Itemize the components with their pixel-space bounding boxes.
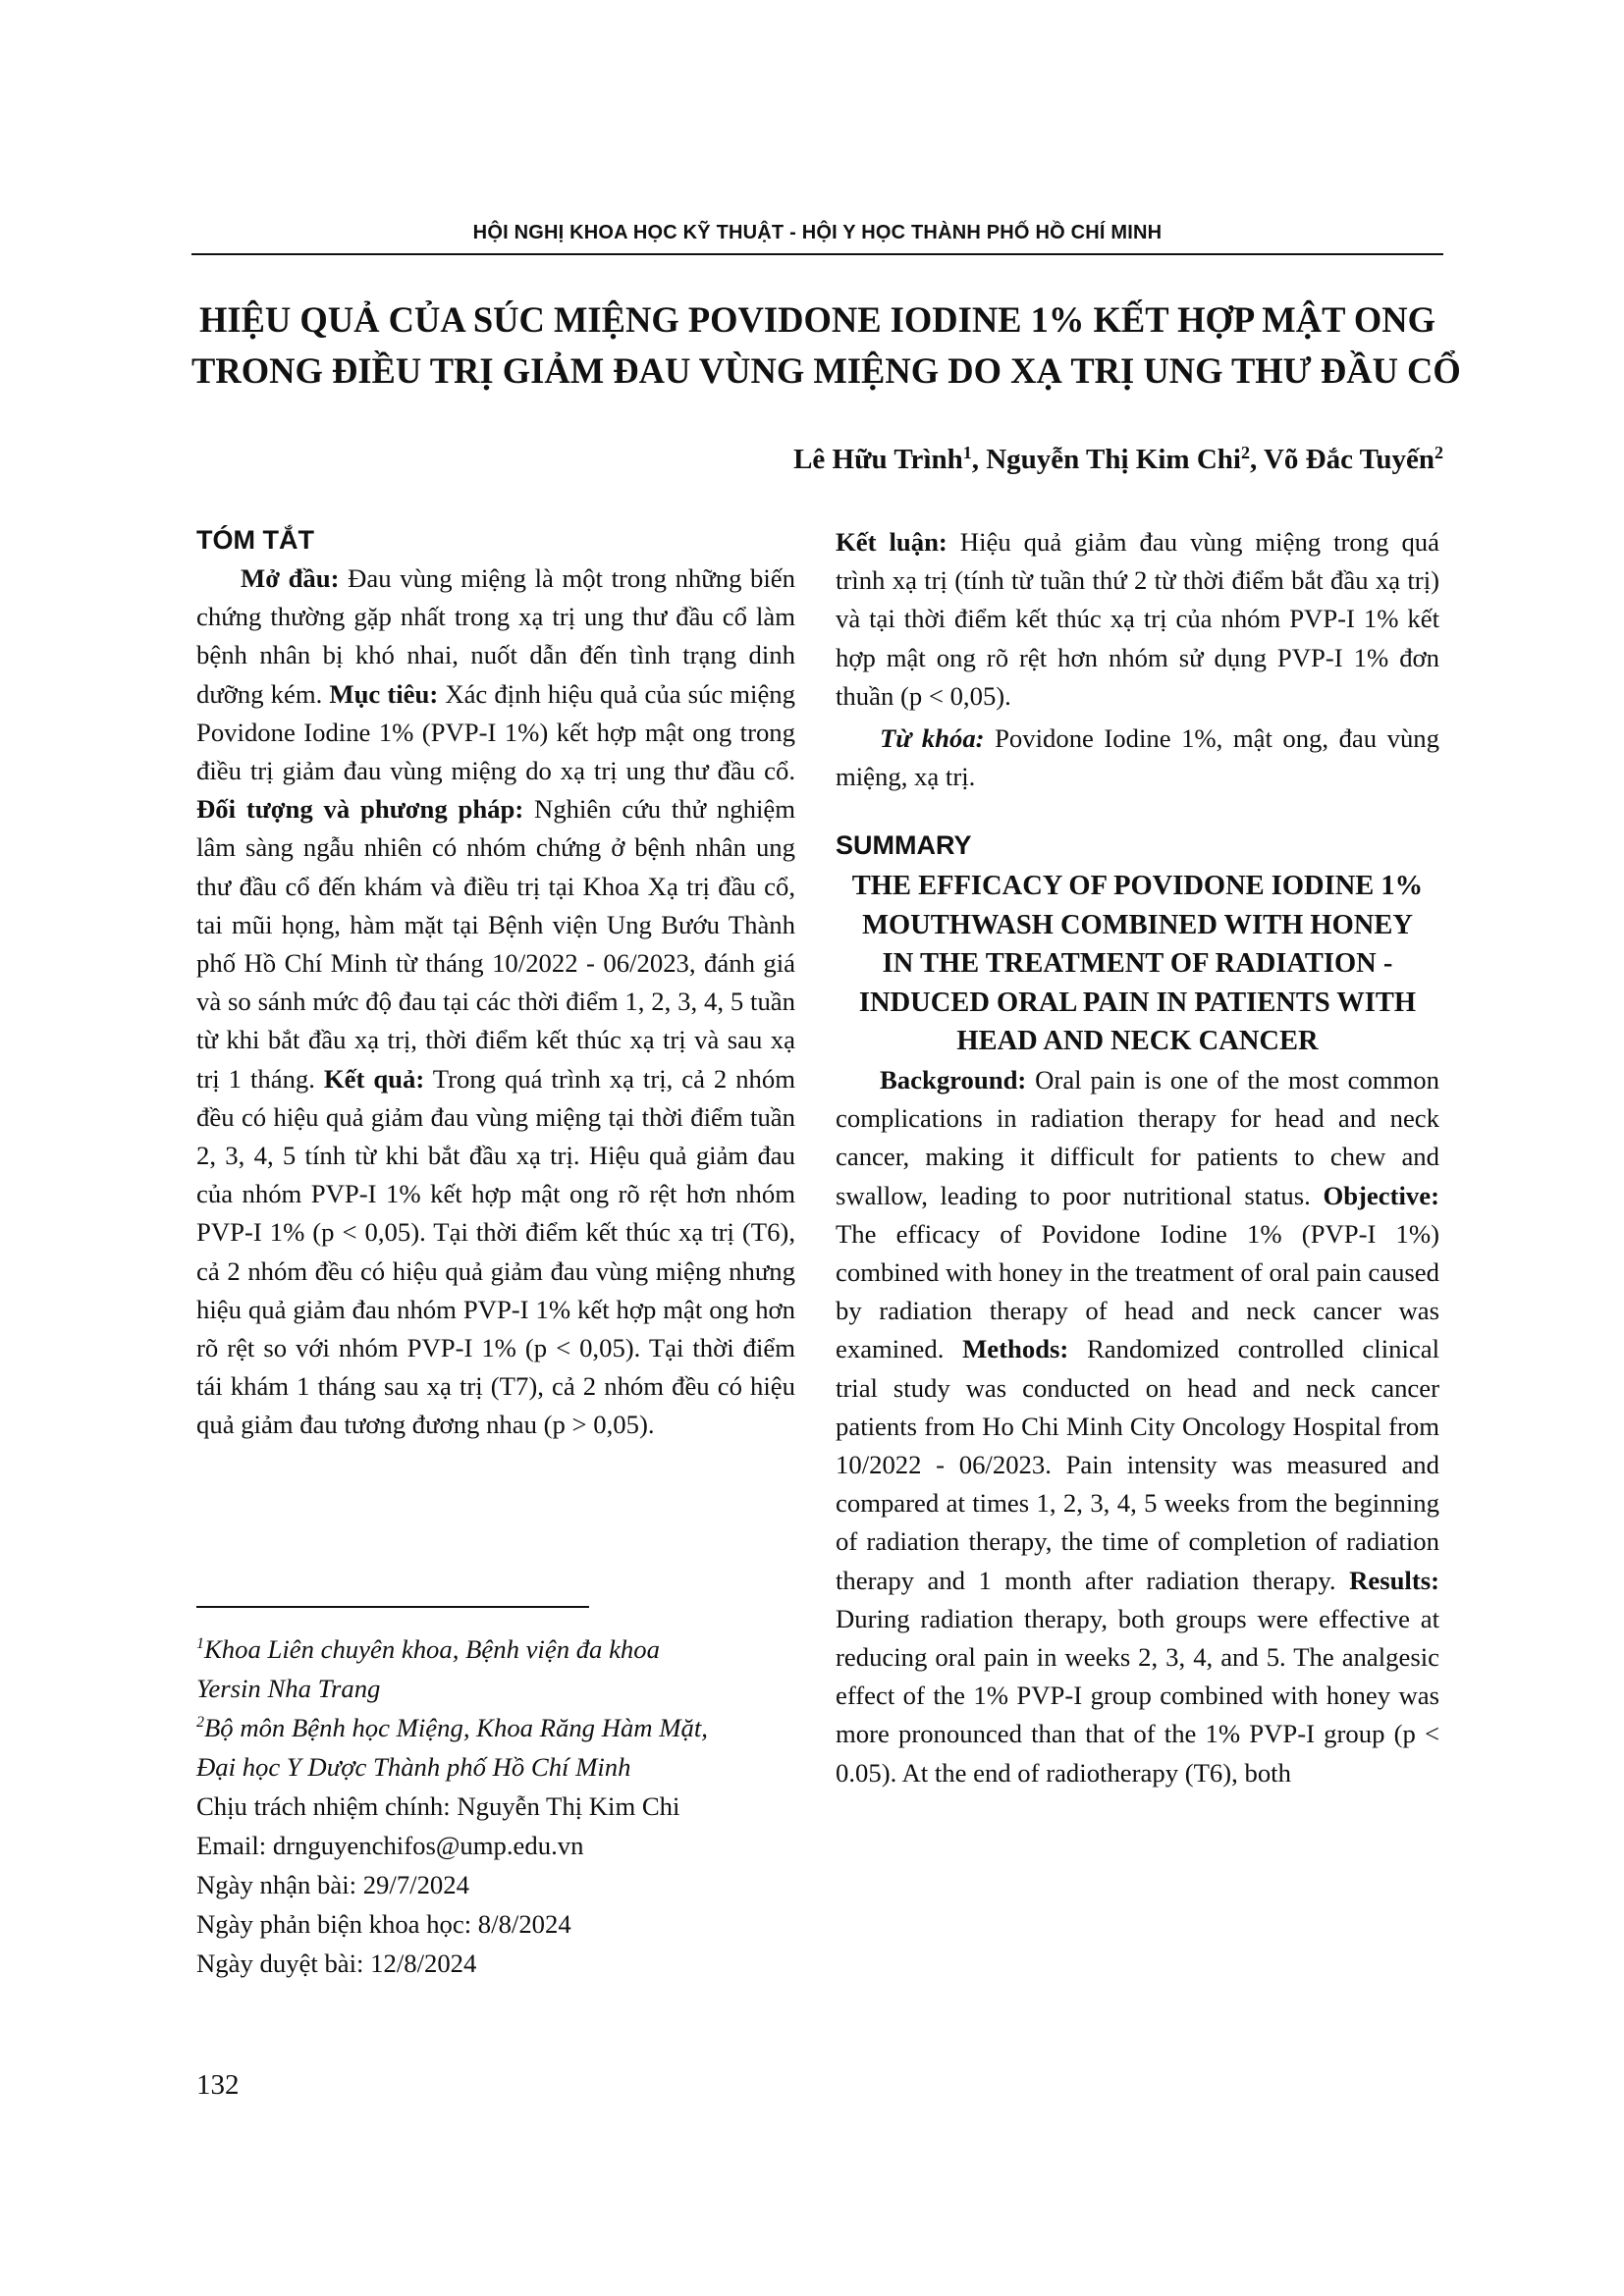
- methods-text-en: Randomized controlled clinical trial study was conducted on head and neck cancer patients from Ho Chi Minh City Oncology Hospital from 10/2022 - 06/2023. Pain intensity was measured and compared at times 1, 2, 3, 4, 5 weeks from the beginning of radiation therapy, the time of completion of radiation therapy and 1 month after radiation therapy.: [836, 1334, 1439, 1595]
- summary-title: THE EFFICACY OF POVIDONE IODINE 1% MOUTHWASH COMBINED WITH HONEY IN THE TREATMENT OF RADIATION - INDUCED ORAL PAIN IN PATIENTS WITH HEAD AND NECK CANCER: [851, 871, 1424, 1057]
- affiliation-1: [196, 1629, 797, 1669]
- corresponding-author: Chịu trách nhiệm chính: Nguyễn Thị Kim Chi: [196, 1791, 680, 1821]
- author-name: Võ Đắc Tuyến: [1263, 444, 1435, 475]
- summary-heading: SUMMARY: [836, 830, 972, 861]
- author-separator: ,: [1249, 444, 1264, 475]
- affiliation-2: [196, 1708, 797, 1747]
- author-affiliation-mark: 2: [1435, 443, 1443, 462]
- objective-label-en: Objective:: [1323, 1180, 1439, 1210]
- methods-label-en: Methods:: [962, 1334, 1069, 1364]
- results-text: Trong quá trình xạ trị, cả 2 nhóm đều có hiệu quả giảm đau vùng miệng tại thời điểm tuần 2, 3, 4, 5 tính từ khi bắt đầu xạ trị. Hiệu quả giảm đau của nhóm PVP-I 1% kết hợp mật ong rõ rệt hơn nhóm PVP-I 1% (p < 0,05). Tại thời điểm kết thúc xạ trị (T6), cả 2 nhóm đều có hiệu quả giảm đau vùng miệng nhưng hiệu quả giảm đau nhóm PVP-I 1% kết hợp mật ong hơn rõ rệt so với nhóm PVP-I 1% (p < 0,05). Tại thời điểm tái khám 1 tháng sau xạ trị (T7), cả 2 nhóm đều có hiệu quả giảm đau tương đương nhau (p > 0,05).: [196, 1063, 796, 1440]
- title-line-2: TRONG ĐIỀU TRỊ GIẢM ĐAU VÙNG MIỆNG DO XẠ TRỊ UNG THƯ ĐẦU CỔ: [191, 350, 1461, 391]
- author-affiliation-mark: 1: [962, 443, 972, 462]
- running-header: HỘI NGHỊ KHOA HỌC KỸ THUẬT - HỘI Y HỌC THÀNH PHỐ HỒ CHÍ MINH: [472, 222, 1163, 243]
- page-number: 132: [196, 2069, 240, 2101]
- affiliation-mark: 2: [196, 1714, 204, 1731]
- background-label: Background:: [880, 1064, 1027, 1095]
- left-column: [196, 520, 795, 1445]
- summary-paragraph: [836, 1061, 1439, 1792]
- abstract-vi-paragraph: [196, 560, 795, 1445]
- methods-text: Nghiên cứu thử nghiệm lâm sàng ngẫu nhiên có nhóm chứng ở bệnh nhân ung thư đầu cổ đến khám và điều trị tại Khoa Xạ trị đầu cổ, tai mũi họng, hàm mặt tại Bệnh viện Ung Bướu Thành phố Hồ Chí Minh từ tháng 10/2022 - 06/2023, đánh giá và so sánh mức độ đau tại các thời điểm 1, 2, 3, 4, 5 tuần từ khi bắt đầu xạ trị, thời điểm kết thúc xạ trị và sau xạ trị 1 tháng.: [196, 794, 795, 1094]
- abstract-vi-continuation: [836, 523, 1439, 716]
- author-name: Lê Hữu Trình: [793, 444, 963, 475]
- affiliation-2-line-2: Đại học Y Dược Thành phố Hồ Chí Minh: [196, 1752, 631, 1782]
- author-list: [793, 444, 1443, 476]
- conclusion-text: Hiệu quả giảm đau vùng miệng trong quá trình xạ trị (tính từ tuần thứ 2 từ thời điểm bắt đầu xạ trị) và tại thời điểm kết thúc xạ trị của nhóm PVP-I 1% kết hợp mật ong rõ rệt hơn nhóm sử dụng PVP-I 1% đơn thuần (p < 0,05).: [836, 527, 1439, 711]
- keywords-text: Povidone Iodine 1%, mật ong, đau vùng miệng, xạ trị.: [836, 723, 1439, 792]
- title-line-1: HIỆU QUẢ CỦA SÚC MIỆNG POVIDONE IODINE 1% KẾT HỢP MẬT ONG: [198, 299, 1436, 340]
- affiliation-mark: 1: [196, 1635, 204, 1652]
- article-title: [191, 294, 1461, 397]
- author-affiliation-mark: 2: [1240, 443, 1250, 462]
- contact-email: Email: drnguyenchifos@ump.edu.vn: [196, 1831, 584, 1860]
- results-text-en: During radiation therapy, both groups were effective at reducing oral pain in weeks 2, 3, 4, and 5. The analgesic effect of the 1% PVP-I group combined with honey was more pronounced than that of the 1% PVP-I group (p < 0.05). At the end of radiotherapy (T6), both: [836, 1603, 1439, 1788]
- received-date: Ngày nhận bài: 29/7/2024: [196, 1870, 469, 1899]
- author-separator: ,: [971, 444, 987, 475]
- footnotes: [196, 1629, 797, 1983]
- abstract-vi-heading: TÓM TẮT: [196, 525, 314, 555]
- objective-label: Mục tiêu:: [329, 678, 439, 709]
- background-text: Oral pain is one of the most common complications in radiation therapy for head and neck cancer, making it difficult for patients to chew and swallow, leading to poor nutritional status.: [836, 1064, 1439, 1210]
- intro-label: Mở đầu:: [241, 563, 340, 593]
- right-column: [836, 523, 1439, 1792]
- conclusion-label: Kết luận:: [836, 527, 947, 557]
- footnote-divider: [196, 1606, 589, 1608]
- results-label: Kết quả:: [323, 1063, 425, 1094]
- affiliation-2-line-1: Bộ môn Bệnh học Miệng, Khoa Răng Hàm Mặt,: [204, 1713, 708, 1742]
- review-date: Ngày phản biện khoa học: 8/8/2024: [196, 1909, 571, 1939]
- methods-label: Đối tượng và phương pháp:: [196, 794, 524, 825]
- keywords: [836, 720, 1439, 796]
- author-name: Nguyễn Thị Kim Chi: [986, 444, 1241, 475]
- keywords-label: Từ khóa:: [880, 723, 985, 754]
- intro-text: Đau vùng miệng là một trong những biến chứng thường gặp nhất trong xạ trị ung thư đầu cổ làm bệnh nhân bị khó nhai, nuốt dẫn đến tình trạng dinh dưỡng kém.: [196, 563, 795, 709]
- header-divider: [191, 253, 1443, 255]
- objective-text: Xác định hiệu quả của súc miệng Povidone Iodine 1% (PVP-I 1%) kết hợp mật ong trong điều trị giảm đau vùng miệng do xạ trị ung thư đầu cổ.: [196, 678, 795, 786]
- results-label-en: Results:: [1349, 1565, 1439, 1595]
- objective-text-en: The efficacy of Povidone Iodine 1% (PVP-I 1%) combined with honey in the treatment of oral pain caused by radiation therapy of head and neck cancer was examined.: [836, 1218, 1439, 1364]
- affiliation-1-line-1: Khoa Liên chuyên khoa, Bệnh viện đa khoa: [204, 1634, 660, 1664]
- accepted-date: Ngày duyệt bài: 12/8/2024: [196, 1949, 477, 1978]
- affiliation-1-line-2: Yersin Nha Trang: [196, 1674, 381, 1703]
